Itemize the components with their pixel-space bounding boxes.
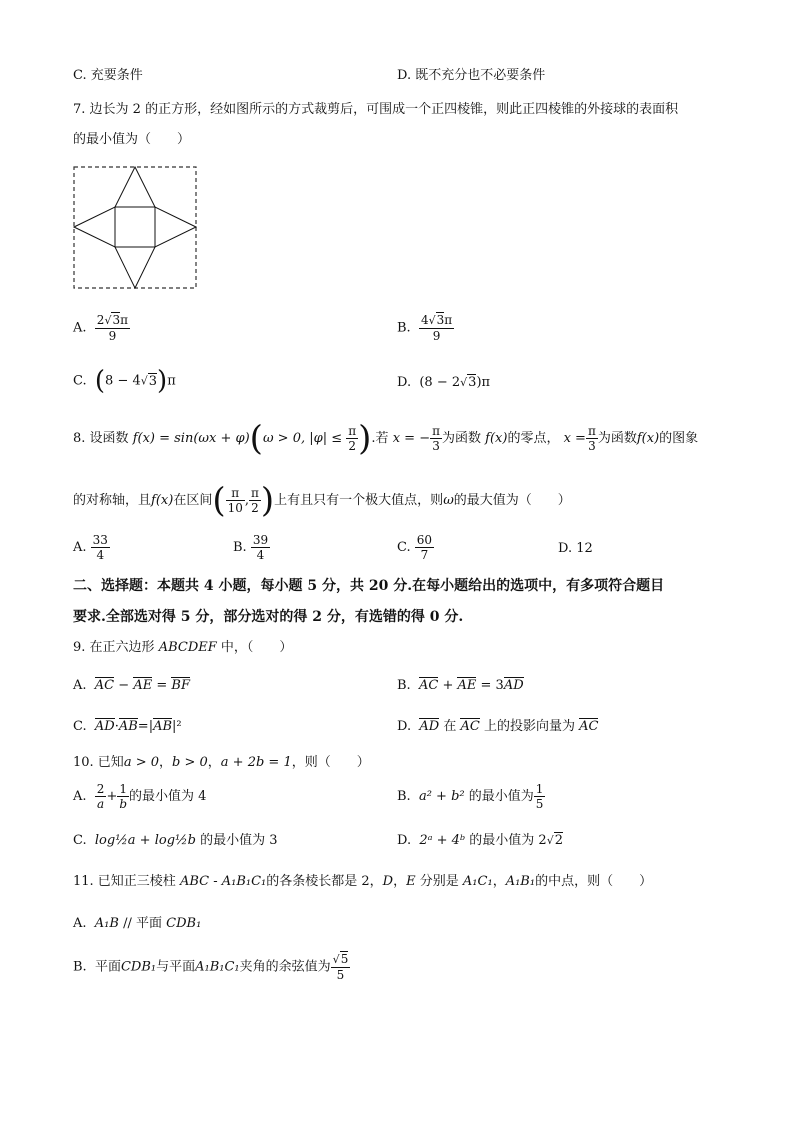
q9-option-d: D. AD 在 AC 上的投影向量为 AC (397, 719, 599, 734)
q7-option-b: B. $\frac{4√3\pi}{9}$ (397, 313, 453, 343)
q8-stem-line1: 8. 设函数 f(x) = sin(ωx + φ)(ω > 0, |φ| ≤ $\frac{\pi}{2}$ ).若 x = − $\frac{\pi}{3}$ 为函数 f(x)的零点， x = $\frac{\pi}{3}$ 为函数f(x)的图象 (73, 418, 699, 459)
q8-option-c: C. $\frac{60}{7}$ (397, 533, 433, 562)
q10-option-d: D. 2ᵃ + 4ᵇ 的最小值为 2√2 (397, 833, 563, 848)
q8-option-d: D. 12 (558, 541, 593, 556)
q7-option-d: D. (8 − 2√3)π (397, 375, 491, 390)
q11-option-a: A. A₁B // 平面 CDB₁ (73, 916, 202, 931)
q11-stem: 11. 已知正三棱柱 ABC - A₁B₁C₁的各条棱长都是 2，D，E 分别是 A₁C₁，A₁B₁的中点，则（ ） (73, 874, 653, 889)
q10-option-c: C. log½a + log½b 的最小值为 3 (73, 833, 278, 848)
q10-stem: 10. 已知a > 0，b > 0，a + 2b = 1，则（ ） (73, 755, 370, 770)
q9-option-b: B. AC + AE = 3AD (397, 678, 524, 693)
section2-heading-line2: 要求.全部选对得 5 分，部分选对的得 2 分，有选错的得 0 分. (73, 609, 464, 625)
q10-option-a: A. $\frac{2}{a}$ + $\frac{1}{b}$ 的最小值为 4 (73, 782, 207, 811)
q11-option-b: B. 平面CDB₁与平面A₁B₁C₁夹角的余弦值为 $\frac{√5}{5}$ (73, 952, 349, 982)
section2-heading-line1: 二、选择题：本题共 4 小题，每小题 5 分，共 20 分.在每小题给出的选项中，有多项符合题目 (73, 578, 665, 594)
q7-stem-line2: 的最小值为（ ） (73, 132, 191, 147)
q7-stem-line1: 7. 边长为 2 的正方形，经如图所示的方式裁剪后，可围成一个正四棱锥，则此正四棱锥的外接球的表面积 (73, 102, 679, 117)
q6-option-d: D. 既不充分也不必要条件 (397, 68, 546, 83)
q8-option-a: A. $\frac{33}{4}$ (73, 533, 108, 562)
q7-option-c: C. (8 − 4√3)π (73, 366, 176, 396)
q6-option-c: C. 充要条件 (73, 68, 143, 83)
q8-option-b: B. $\frac{39}{4}$ (233, 533, 269, 562)
q10-option-b: B. a² + b² 的最小值为 $\frac{1}{5}$ (397, 782, 544, 811)
q9-option-a: A. AC − AE = BF (73, 678, 190, 693)
q7-option-a: A. $\frac{2√3\pi}{9}$ (73, 313, 128, 343)
q9-stem: 9. 在正六边形 ABCDEF 中，（ ） (73, 640, 293, 655)
q8-stem-line2: 的对称轴，且f(x)在区间( $\frac{\pi}{10}$ , $\frac{\pi}{2}$ )上有且只有一个极大值点，则ω的最大值为（ ） (73, 480, 571, 521)
square-cut-figure (73, 166, 198, 289)
q9-option-c: C. AD·AB=|AB|² (73, 719, 182, 734)
